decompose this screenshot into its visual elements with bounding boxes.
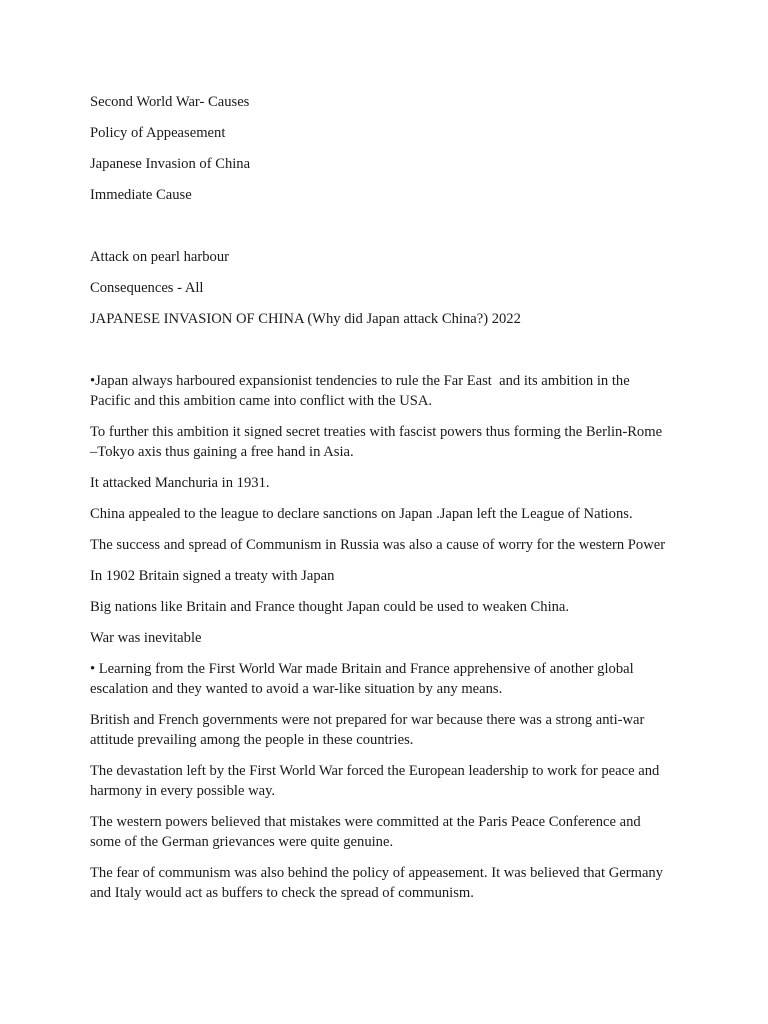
- paragraph: In 1902 Britain signed a treaty with Japan: [90, 568, 335, 584]
- paragraph: • Learning from the First World War made Britain and France apprehensive of another global escalation and they wanted to avoid a war-like situation by any means.: [90, 661, 638, 697]
- paragraph: The fear of communism was also behind the policy of appeasement. It was believed that Germany and Italy would act as buffers to check the spread of communism.: [90, 865, 667, 901]
- line-immediate-cause: Immediate Cause: [90, 187, 192, 203]
- paragraph: The success and spread of Communism in Russia was also a cause of worry for the western Power: [90, 537, 666, 553]
- paragraph: China appealed to the league to declare sanctions on Japan .Japan left the League of Nations.: [90, 506, 633, 522]
- paragraph: To further this ambition it signed secret treaties with fascist powers thus forming the Berlin-Rome –Tokyo axis thus gaining a free hand in Asia.: [90, 424, 666, 460]
- paragraph: The western powers believed that mistakes were committed at the Paris Peace Conference and some of the German grievances were quite genuine.: [90, 814, 645, 850]
- line-title: Second World War- Causes: [90, 94, 250, 110]
- line-consequences: Consequences - All: [90, 280, 204, 296]
- paragraph: The devastation left by the First World War forced the European leadership to work for peace and harmony in every possible way.: [90, 763, 663, 799]
- blank-line: [90, 340, 670, 360]
- line-pearl-harbour: Attack on pearl harbour: [90, 249, 229, 265]
- paragraph: •Japan always harboured expansionist tendencies to rule the Far East and its ambition in the Pacific and this ambition came into conflict with the USA.: [90, 373, 634, 409]
- line-japanese-invasion: Japanese Invasion of China: [90, 156, 251, 172]
- section-heading: JAPANESE INVASION OF CHINA (Why did Japan attack China?) 2022: [90, 311, 521, 327]
- paragraph: British and French governments were not prepared for war because there was a strong anti-war attitude prevailing among the people in these countries.: [90, 712, 649, 748]
- line-policy-of-appeasement: Policy of Appeasement: [90, 125, 226, 141]
- paragraph: It attacked Manchuria in 1931.: [90, 475, 270, 491]
- paragraph: War was inevitable: [90, 630, 202, 646]
- blank-line: [90, 216, 670, 236]
- paragraph: Big nations like Britain and France thought Japan could be used to weaken China.: [90, 599, 570, 615]
- document-body: [90, 92, 670, 914]
